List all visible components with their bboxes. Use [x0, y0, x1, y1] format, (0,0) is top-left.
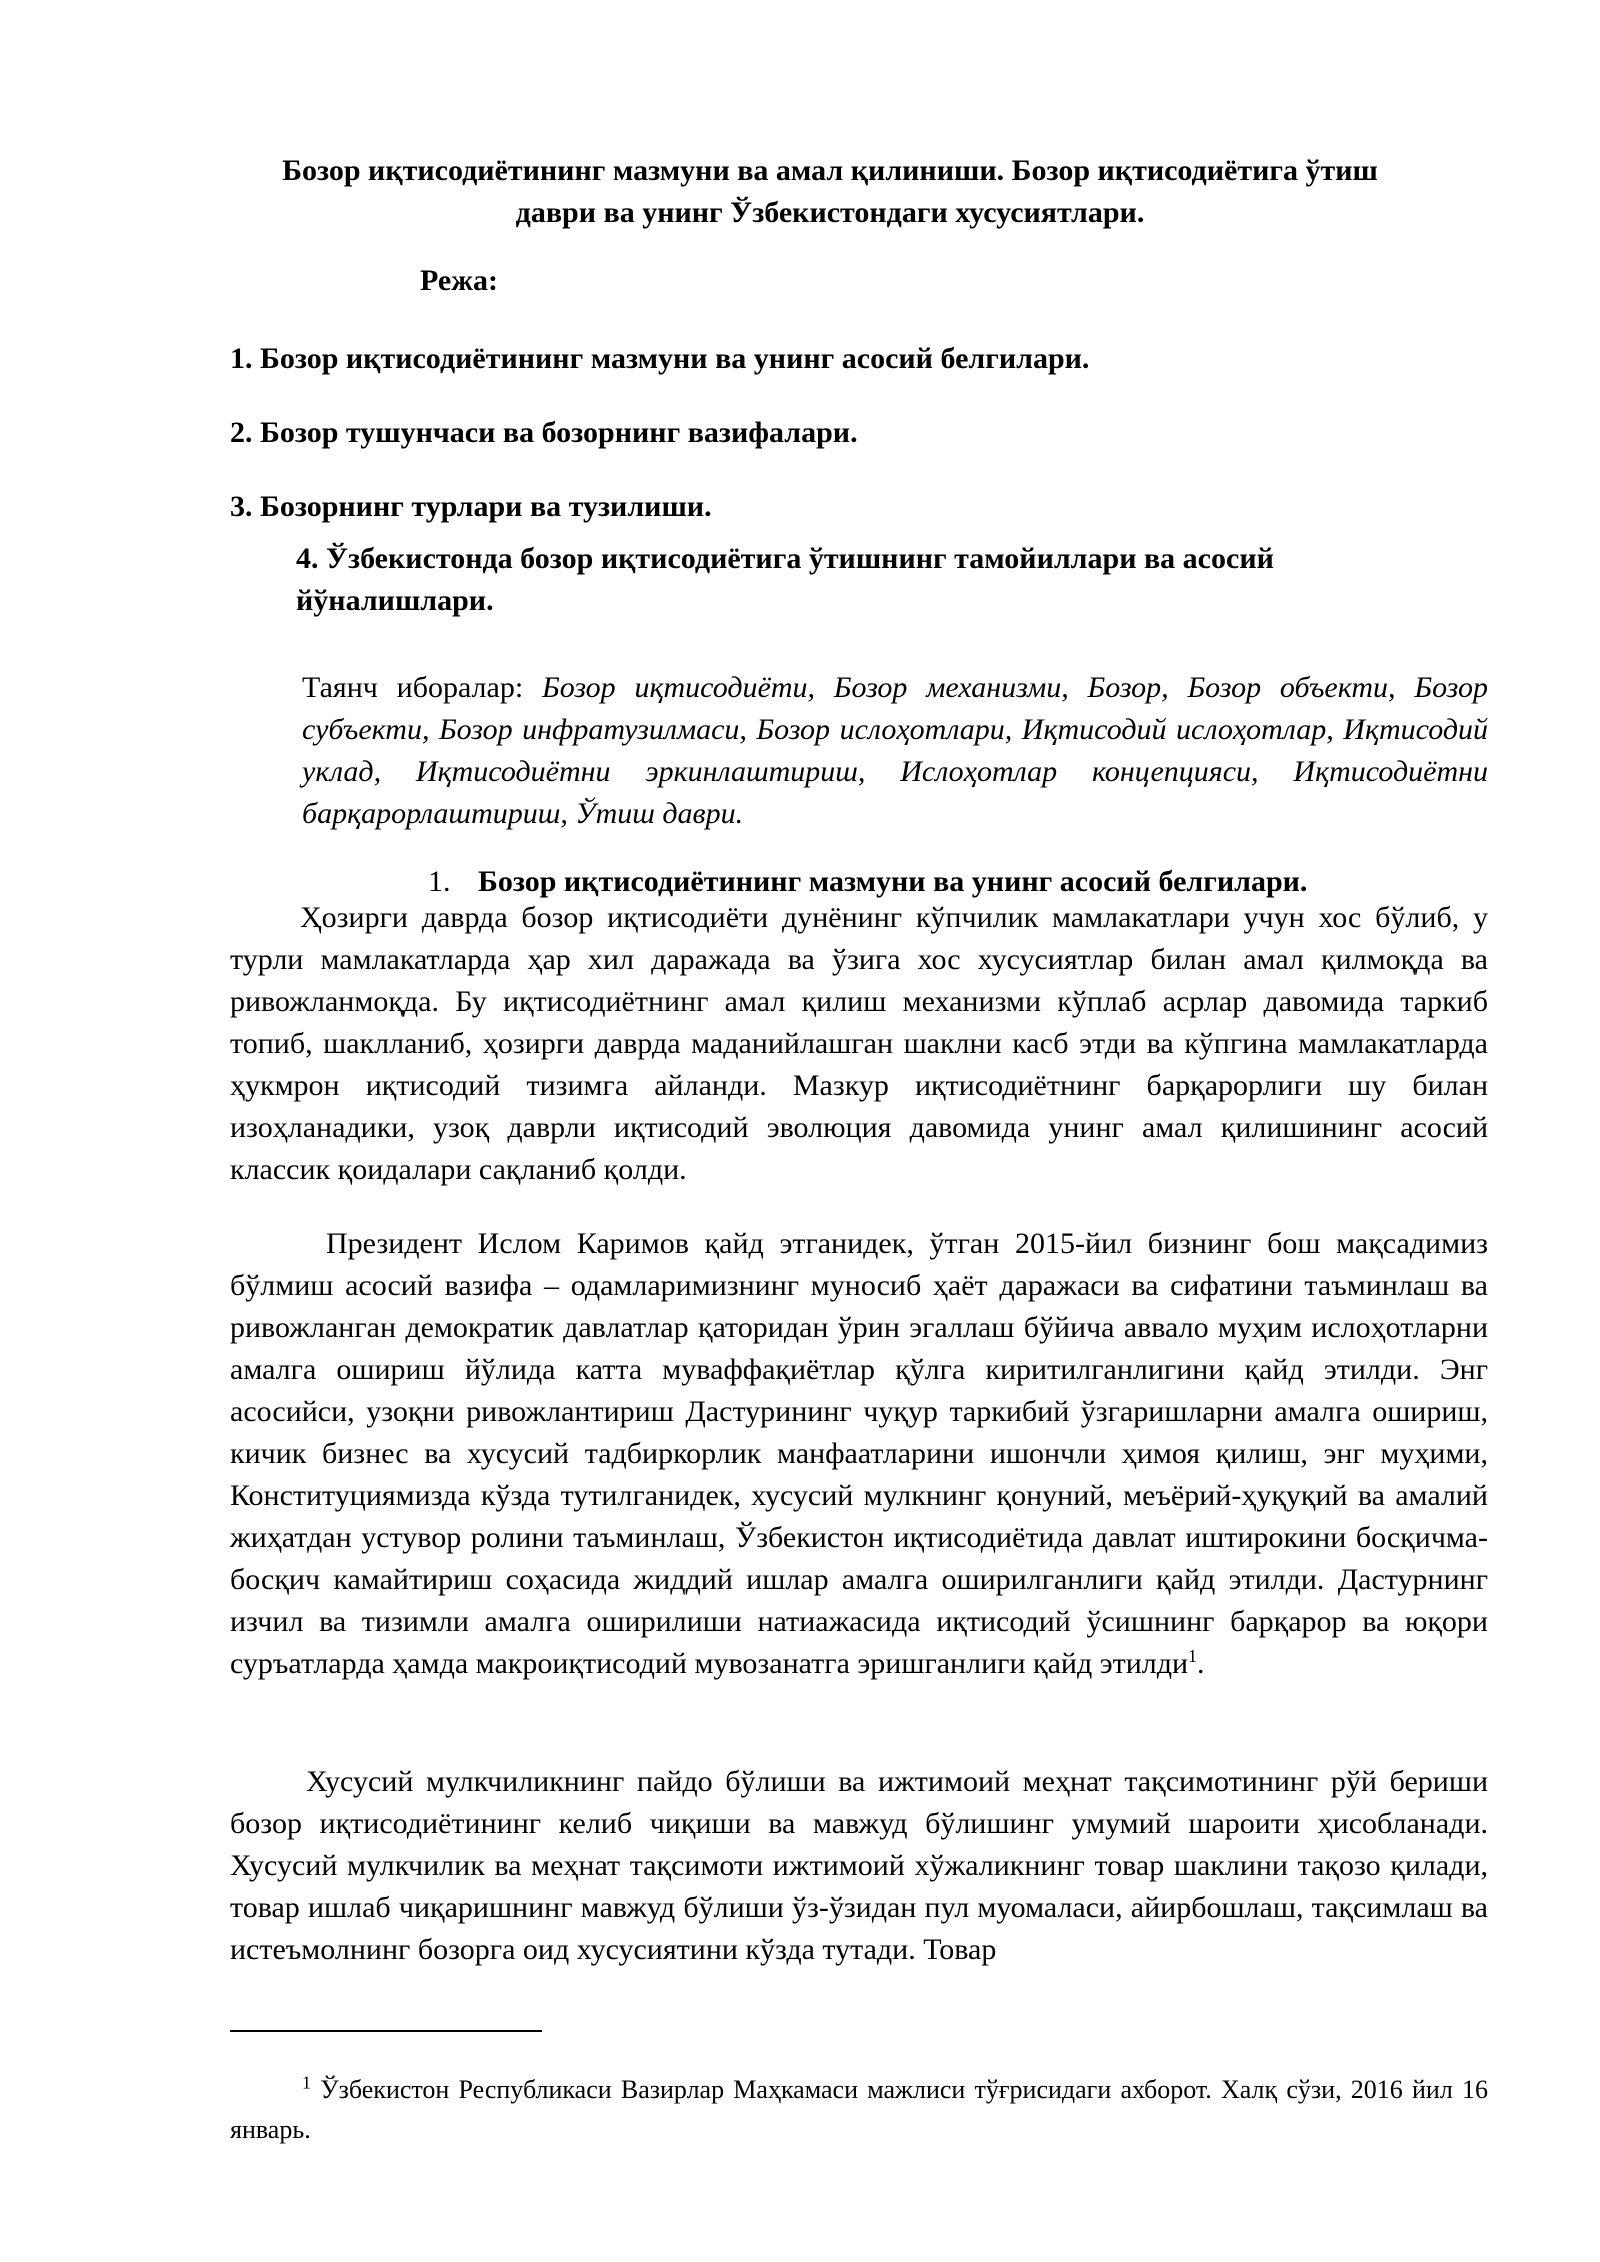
keywords-label: Таянч иборалар:	[302, 671, 524, 704]
paragraph-3: Хусусий мулкчиликнинг пайдо бўлиши ва ижтимоий меҳнат тақсимотининг рўй бериши бозор иқтисодиётининг келиб чиқиши ва мавжуд бўлишинг умумий шароити ҳисобланади. Хусусий мулкчилик ва меҳнат тақсимоти ижтимоий хўжаликнинг товар шаклини тақозо қилади, товар ишлаб чиқаришнинг мавжуд бўлиши ўз-ўзидан пул муомаласи, айирбошлаш, тақсимлаш ва истеъмолнинг бозорга оид хусусиятини кўзда тутади. Товар	[230, 1765, 1488, 1966]
footnote-reference[interactable]: 1	[1188, 1646, 1198, 1666]
paragraph-2-text: Президент Ислом Каримов қайд этганидек, ўтган 2015-йил бизнинг бош мақсадимиз бўлмиш асосий вазифа – одамларимизнинг муносиб ҳаёт даражаси ва сифатини таъминлаш ва ривожланган демократик давлатлар қаторидан ўрин эгаллаш бўйича аввало муҳим ислоҳотларни амалга ошириш йўлида катта муваффақиётлар қўлга киритилганлигини қайд этилди. Энг асосийси, узоқни ривожлантириш Дастурининг чуқур таркибий ўзгаришларни амалга ошириш, кичик бизнес ва хусусий тадбиркорлик манфаатларини ишончли ҳимоя қилиш, энг муҳими, Конституциямизда кўзда тутилганидек, хусусий мулкнинг қонуний, меъёрий-ҳуқуқий ва амалий жиҳатдан устувор ролини таъминлаш, Ўзбекистон иқтисодиётида давлат иштирокини босқичма-босқич камайтириш соҳасида жиддий ишлар амалга оширилганлиги қайд этилди. Дастурнинг изчил ва тизимли амалга оширилиши натиажасида иқтисодий ўсишнинг барқарор ва юқори суръатларда ҳамда макроиқтисодий мувозанатга эришганлиги қайд этилди	[230, 1227, 1488, 1680]
document-title	[230, 150, 1430, 234]
plan-item-2: 2. Бозор тушунчаси ва бозорнинг вазифалари.	[230, 416, 858, 449]
footnote-number: 1	[302, 2072, 311, 2093]
paragraph-2-end: .	[1197, 1647, 1205, 1680]
keywords-list: Бозор иқтисодиёти, Бозор механизми, Бозор, Бозор объекти, Бозор субъекти, Бозор инфратузилмаси, Бозор ислоҳотлари, Иқтисодий ислоҳотлар, Иқтисодий уклад, Иқтисодиётни эркинлаштириш, Ислоҳотлар концепцияси, Иқтисодиётни барқарорлаштириш, Ўтиш даври.	[302, 671, 1488, 830]
footnote	[230, 2070, 1488, 2150]
section-heading	[428, 865, 1307, 899]
title-line-1: Бозор иқтисодиётининг мазмуни ва амал қилиниши. Бозор иқтисодиётига ўтиш	[282, 154, 1378, 187]
plan-item-1: 1. Бозор иқтисодиётининг мазмуни ва унинг асосий белгилари.	[230, 342, 1090, 375]
plan-item-4: 4. Ўзбекистонда бозор иқтисодиётига ўтишнинг тамойиллари ва асосий йўналишлари.	[296, 542, 1274, 617]
footnote-text: Ўзбекистон Республикаси Вазирлар Маҳкамаси мажлиси тўғрисидаги ахборот. Халқ сўзи, 2016 йил 16 январь.	[230, 2075, 1488, 2144]
paragraph-1: Ҳозирги даврда бозор иқтисодиёти дунёнинг кўпчилик мамлакатлари учун хос бўлиб, у турли мамлакатларда ҳар хил даражада ва ўзига хос хусусиятлар билан амал қилмоқда ва ривожланмоқда. Бу иқтисодиётнинг амал қилиш механизми кўплаб асрлар давомида таркиб топиб, шаклланиб, ҳозирги даврда маданийлашган шаклни касб этди ва кўпгина мамлакатларда ҳукмрон иқтисодий тизимга айланди. Мазкур иқтисодиётнинг барқарорлиги шу билан изоҳланадики, узоқ даврли иқтисодий эволюция давомида унинг амал қилишининг асосий классик қоидалари сақланиб қолди.	[230, 901, 1488, 1186]
plan-item-3: 3. Бозорнинг турлари ва тузилиши.	[230, 490, 712, 523]
keywords-block	[302, 667, 1488, 835]
section-number: 1.	[428, 865, 451, 898]
paragraph-2	[230, 1223, 1488, 1685]
section-title: Бозор иқтисодиётининг мазмуни ва унинг асосий белгилари.	[478, 865, 1308, 898]
footnote-separator	[230, 2030, 542, 2032]
plan-heading: Режа:	[420, 264, 498, 297]
title-line-2: даври ва унинг Ўзбекистондаги хусусиятлари.	[515, 196, 1145, 229]
